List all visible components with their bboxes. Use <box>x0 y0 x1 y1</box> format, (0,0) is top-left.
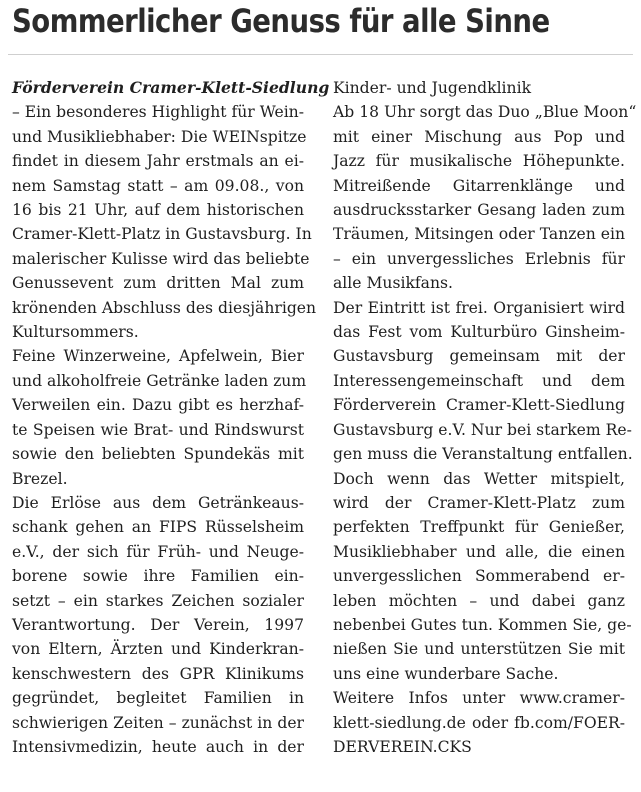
left-column <box>12 76 330 759</box>
right-column <box>333 76 637 759</box>
text-line: – Ein besonderes Highlight für Wein- <box>12 103 304 122</box>
text-line: Förderverein Cramer-Klett-Siedlung <box>333 396 625 415</box>
text-line: te Speisen wie Brat- und Rindswurst <box>12 420 304 439</box>
text-line: Weitere Infos unter www.cramer- <box>333 689 625 708</box>
text-line: Kinder- und Jugendklinik <box>333 79 532 97</box>
kicker: Förderverein Cramer-Klett-Siedlung <box>12 78 330 97</box>
text-line: Mitreißende Gitarrenklänge und <box>333 176 625 195</box>
text-line: gegründet, begleitet Familien in <box>12 689 304 708</box>
text-line: nießen Sie und unterstützen Sie mit <box>333 640 625 659</box>
text-line: Ab 18 Uhr sorgt das Duo „Blue Moon“ <box>333 103 637 122</box>
text-line: Intensivmedizin, heute auch in der <box>12 737 304 756</box>
text-line: Der Eintritt ist frei. Organisiert wird <box>333 298 625 317</box>
text-line: findet in diesem Jahr erstmals an ei- <box>12 152 304 171</box>
text-line: perfekten Treffpunkt für Genießer, <box>333 518 625 537</box>
text-line: e.V., der sich für Früh- und Neuge- <box>12 542 304 561</box>
text-line: Brezel. <box>12 469 68 488</box>
text-line: Träumen, Mitsingen oder Tanzen ein <box>333 225 625 244</box>
text-line: uns eine wunderbare Sache. <box>333 664 559 683</box>
text-line: borene sowie ihre Familien ein- <box>12 567 304 586</box>
right-column-body <box>333 76 637 759</box>
text-line: Musikliebhaber und alle, die einen <box>333 542 625 561</box>
text-line: setzt – ein starkes Zeichen sozialer <box>12 591 304 610</box>
text-line: alle Musikfans. <box>333 274 453 293</box>
text-line: nem Samstag statt – am 09.08., von <box>12 176 304 195</box>
text-line: Die Erlöse aus dem Getränkeaus- <box>12 493 304 512</box>
text-line: Verweilen ein. Dazu gibt es herzhaf- <box>12 396 304 415</box>
text-line: das Fest vom Kulturbüro Ginsheim- <box>333 323 625 342</box>
text-line: sowie den beliebten Spundekäs mit <box>12 445 304 464</box>
text-line: Kultursommers. <box>12 323 139 342</box>
text-line: – ein unvergessliches Erlebnis für <box>333 249 625 268</box>
text-line: Doch wenn das Wetter mitspielt, <box>333 469 625 488</box>
text-line: von Eltern, Ärzten und Kinderkran- <box>12 640 304 659</box>
text-line: mit einer Mischung aus Pop und <box>333 127 625 146</box>
text-line: Genussevent zum dritten Mal zum <box>12 274 304 293</box>
text-line: schank gehen an FIPS Rüsselsheim <box>12 518 304 537</box>
text-line: Interessengemeinschaft und dem <box>333 371 625 390</box>
text-line: malerischer Kulisse wird das beliebte <box>12 249 310 268</box>
text-line: Feine Winzerweine, Apfelwein, Bier <box>12 347 304 366</box>
text-line: unvergesslichen Sommerabend er- <box>333 567 625 586</box>
text-line: und alkoholfreie Getränke laden zum <box>12 371 307 390</box>
text-line: DERVEREIN.CKS <box>333 737 472 756</box>
text-line: nebenbei Gutes tun. Kommen Sie, ge- <box>333 615 632 634</box>
text-line: Jazz für musikalische Höhepunkte. <box>333 152 625 171</box>
headline: Sommerlicher Genuss für alle Sinne <box>12 2 550 40</box>
text-line: Gustavsburg gemeinsam mit der <box>333 347 625 366</box>
text-line: krönenden Abschluss des diesjährigen <box>12 298 317 317</box>
text-line: Verantwortung. Der Verein, 1997 <box>12 615 304 634</box>
text-line: kenschwestern des GPR Klinikums <box>12 664 304 683</box>
text-line: Cramer-Klett-Platz in Gustavsburg. In <box>12 225 312 244</box>
text-line: wird der Cramer-Klett-Platz zum <box>333 493 625 512</box>
text-line: leben möchten – und dabei ganz <box>333 591 625 610</box>
headline-divider <box>8 54 633 55</box>
text-line: gen muss die Veranstaltung entfallen. <box>333 445 633 464</box>
text-line: und Musikliebhaber: Die WEINspitze <box>12 127 307 146</box>
text-line: 16 bis 21 Uhr, auf dem historischen <box>12 201 304 220</box>
text-line: ausdrucksstarker Gesang laden zum <box>333 201 625 220</box>
text-line: klett-siedlung.de oder fb.com/FOER- <box>333 713 625 732</box>
text-line: schwierigen Zeiten – zunächst in der <box>12 713 304 732</box>
left-column-body <box>12 100 317 759</box>
text-line: Gustavsburg e.V. Nur bei starkem Re- <box>333 420 632 439</box>
